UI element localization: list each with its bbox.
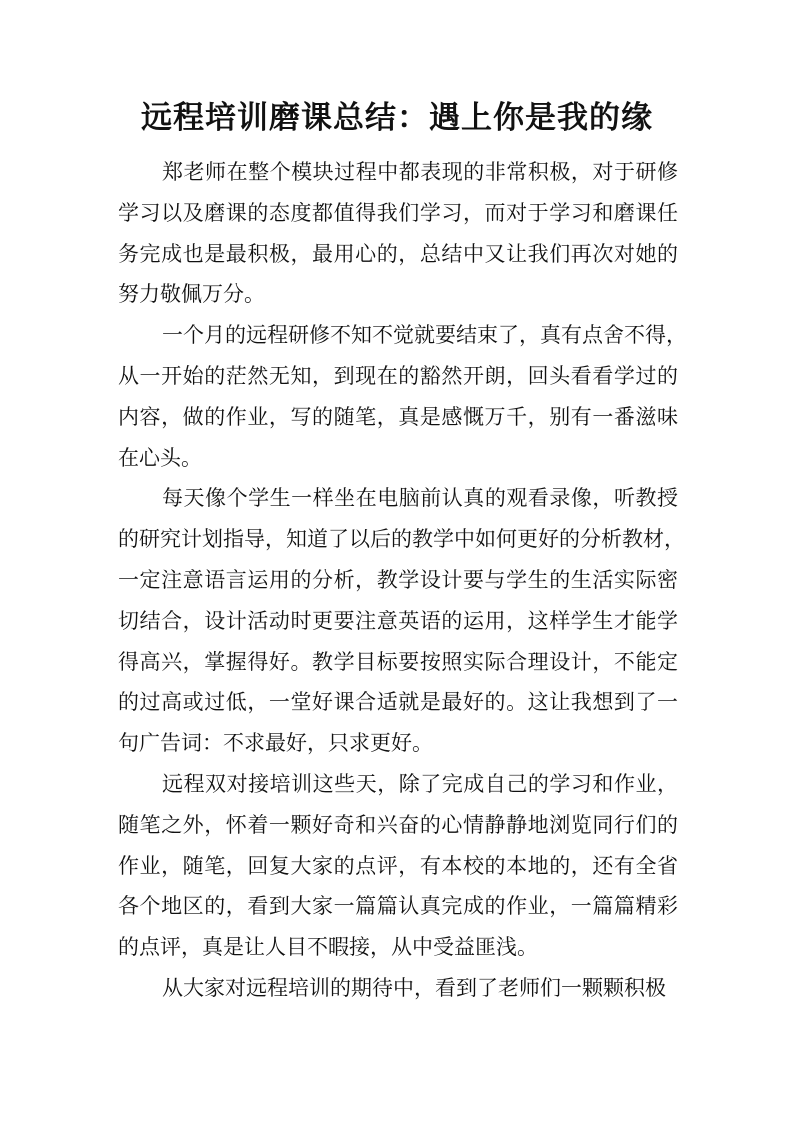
paragraph-2-line-2: 从一开始的茫然无知，到现在的豁然开朗，回头看看学过的 (118, 363, 678, 388)
paragraph-3-line-6: 的过高或过低，一堂好课合适就是最好的。这让我想到了一 (118, 690, 678, 715)
paragraph-5-line-1: 从大家对远程培训的期待中，看到了老师们一颗颗积极 (162, 975, 666, 1000)
paragraph-3-line-2: 的研究计划指导，知道了以后的教学中如何更好的分析教材， (118, 527, 685, 552)
paragraph-1-line-2: 学习以及磨课的态度都值得我们学习，而对于学习和磨课任 (118, 200, 678, 225)
paragraph-2-line-3: 内容，做的作业，写的随笔，真是感慨万千，别有一番滋味 (118, 404, 678, 429)
paragraph-4-line-3: 作业，随笔，回复大家的点评，有本校的本地的，还有全省 (118, 853, 678, 878)
paragraph-1-line-4: 努力敬佩万分。 (118, 282, 265, 307)
paragraph-3-line-3: 一定注意语言运用的分析，教学设计要与学生的生活实际密 (118, 567, 678, 592)
document-body (118, 152, 687, 1009)
paragraph-3-line-4: 切结合，设计活动时更要注意英语的运用，这样学生才能学 (118, 608, 678, 633)
paragraph-3-line-5: 得高兴，掌握得好。教学目标要按照实际合理设计，不能定 (118, 649, 678, 674)
paragraph-4-line-1: 远程双对接培训这些天，除了完成自己的学习和作业， (162, 771, 678, 796)
paragraph-3-line-7: 句广告词：不求最好，只求更好。 (118, 731, 433, 756)
paragraph-2-line-1: 一个月的远程研修不知不觉就要结束了，真有点舍不得， (162, 323, 687, 348)
document-title: 远程培训磨课总结：遇上你是我的缘 (141, 100, 653, 136)
paragraph-2-line-4: 在心头。 (118, 445, 202, 470)
paragraph-3-line-1: 每天像个学生一样坐在电脑前认真的观看录像，听教授 (162, 486, 678, 511)
paragraph-4-line-4: 各个地区的，看到大家一篇篇认真完成的作业，一篇篇精彩 (118, 894, 678, 919)
paragraph-4-line-5: 的点评，真是让人目不暇接，从中受益匪浅。 (118, 935, 538, 960)
paragraph-1-line-3: 务完成也是最积极，最用心的，总结中又让我们再次对她的 (118, 241, 678, 266)
paragraph-1-line-1: 郑老师在整个模块过程中都表现的非常积极，对于研修 (162, 160, 678, 184)
paragraph-4-line-2: 随笔之外，怀着一颗好奇和兴奋的心情静静地浏览同行们的 (118, 812, 678, 837)
